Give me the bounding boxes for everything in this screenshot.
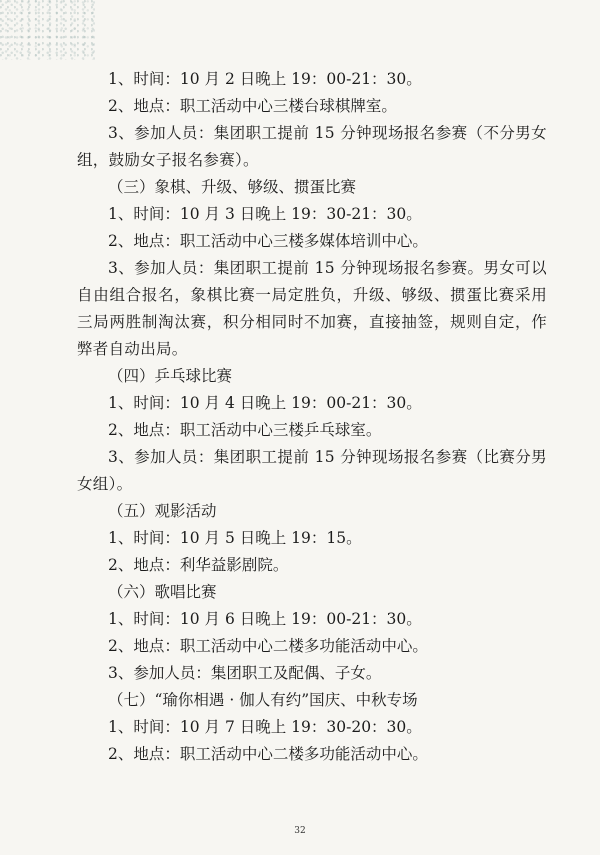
text-line: [77, 633, 547, 660]
text-line-content: 2、地点：职工活动中心三楼多媒体培训中心。: [108, 232, 428, 250]
text-line-content: 1、时间：10 月 3 日晚上 19：30-21：30。: [108, 205, 422, 223]
text-line: [77, 228, 547, 255]
text-line-content: 3、参加人员：集团职工提前 15 分钟现场报名参赛（比赛分男女组）。: [77, 448, 547, 493]
text-line-content: 1、时间：10 月 5 日晚上 19：15。: [108, 529, 362, 547]
text-line: [77, 444, 547, 498]
text-line: [77, 174, 547, 201]
text-line-content: （七）“瑜你相遇 · 伽人有约”国庆、中秋专场: [108, 691, 418, 709]
text-line: [77, 606, 547, 633]
text-line: [77, 525, 547, 552]
text-line: [77, 687, 547, 714]
text-line-content: 2、地点：职工活动中心三楼台球棋牌室。: [108, 97, 397, 115]
text-line: [77, 363, 547, 390]
text-line: [77, 255, 547, 363]
text-line: [77, 552, 547, 579]
text-line-content: 1、时间：10 月 6 日晚上 19：00-21：30。: [108, 610, 422, 628]
text-line: [77, 93, 547, 120]
text-line: [77, 120, 547, 174]
text-line-content: 2、地点：职工活动中心二楼多功能活动中心。: [108, 745, 428, 763]
text-line-content: 1、时间：10 月 2 日晚上 19：00-21：30。: [108, 70, 422, 88]
text-line-content: 2、地点：利华益影剧院。: [108, 556, 289, 574]
text-line: [77, 66, 547, 93]
text-line-content: 2、地点：职工活动中心三楼乒乓球室。: [108, 421, 382, 439]
text-line: [77, 498, 547, 525]
scan-speckle: [0, 0, 95, 60]
text-line: [77, 201, 547, 228]
text-line-content: （三）象棋、升级、够级、掼蛋比赛: [108, 178, 357, 196]
page-number: 32: [294, 826, 306, 836]
text-line-content: 1、时间：10 月 7 日晚上 19：30-20：30。: [108, 718, 422, 736]
text-line-content: 1、时间：10 月 4 日晚上 19：00-21：30。: [108, 394, 422, 412]
text-line-content: 2、地点：职工活动中心二楼多功能活动中心。: [108, 637, 428, 655]
text-line-content: （四）乒乓球比赛: [108, 367, 233, 385]
document-body: [77, 66, 547, 768]
text-line-content: 3、参加人员：集团职工提前 15 分钟现场报名参赛（不分男女组，鼓励女子报名参赛）。: [77, 124, 547, 169]
text-line: [77, 417, 547, 444]
text-line-content: （五）观影活动: [108, 502, 217, 520]
text-line: [77, 579, 547, 606]
text-line-content: （六）歌唱比赛: [108, 583, 217, 601]
text-line-content: 3、参加人员：集团职工提前 15 分钟现场报名参赛。男女可以自由组合报名，象棋比赛一局定胜负，升级、够级、掼蛋比赛采用三局两胜制淘汰赛，积分相同时不加赛，直接抽签，规则自定，作弊者自动出局。: [77, 259, 547, 358]
text-line: [77, 741, 547, 768]
text-line: [77, 390, 547, 417]
text-line: [77, 660, 547, 687]
text-line-content: 3、参加人员：集团职工及配偶、子女。: [108, 664, 382, 682]
text-line: [77, 714, 547, 741]
